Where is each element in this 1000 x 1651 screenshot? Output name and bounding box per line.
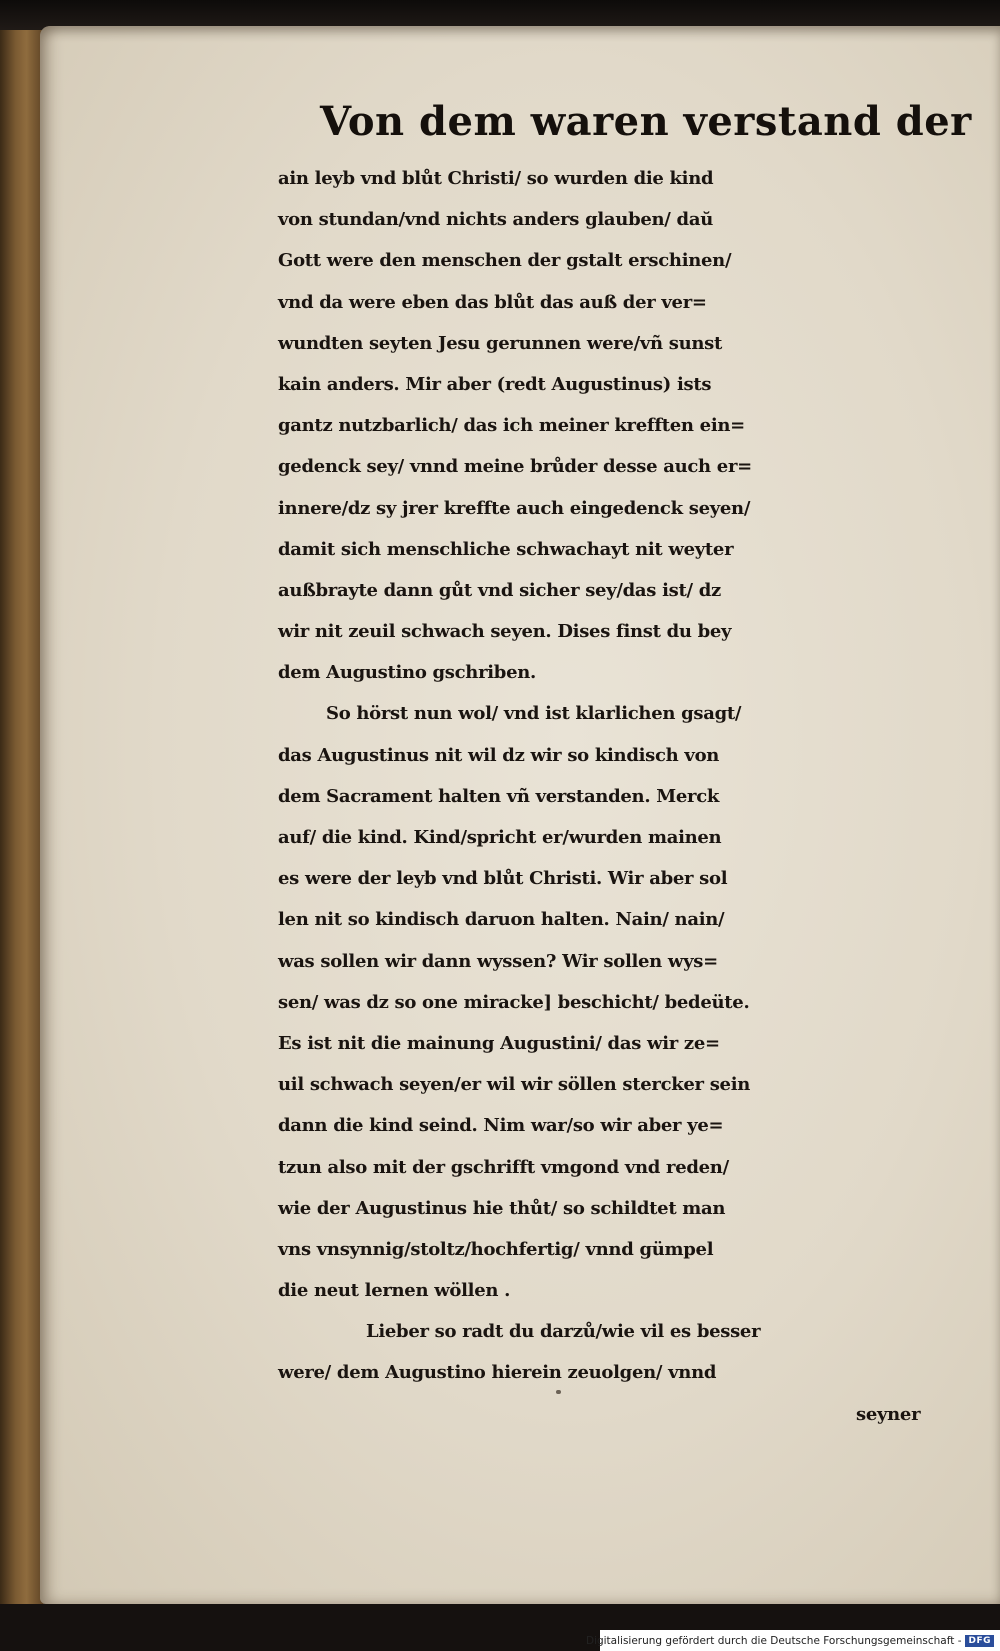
text-line-21: sen/ was dz so one miracke] beschicht/ bedeüte. — [278, 991, 750, 1013]
body-text — [278, 158, 978, 1435]
funding-credit-strip — [585, 1630, 1000, 1651]
text-line-11: außbrayte dann gůt vnd sicher sey/das ist/ dz — [278, 579, 721, 601]
text-line-8: gedenck sey/ vnnd meine brůder desse auch er= — [278, 456, 752, 478]
dfg-logo-icon: DFG — [965, 1635, 994, 1647]
text-line-28: die neut lernen wöllen . — [278, 1280, 511, 1302]
text-line-29: Lieber so radt du darzů/wie vil es besser — [366, 1321, 761, 1343]
text-line-24: dann die kind seind. Nim war/so wir aber ye= — [278, 1115, 724, 1137]
text-line-10: damit sich menschliche schwachayt nit weyter — [278, 538, 734, 560]
text-line-23: uil schwach seyen/er wil wir söllen stercker sein — [278, 1074, 751, 1096]
funding-credit-text: Digitalisierung gefördert durch die Deutsche Forschungsgemeinschaft - — [585, 1634, 962, 1647]
text-line-17: auf/ die kind. Kind/spricht er/wurden mainen — [278, 827, 722, 848]
text-line-3: Gott were den menschen der gstalt erschinen/ — [278, 250, 732, 272]
text-line-15: das Augustinus nit wil dz wir so kindisch von — [278, 744, 720, 766]
text-line-27: vns vnsynnig/stoltz/hochfertig/ vnnd gümpel — [278, 1238, 714, 1260]
book-spine-edge — [0, 30, 44, 1620]
text-line-13: dem Augustino gschriben. — [278, 662, 537, 684]
text-line-26: wie der Augustinus hie thůt/ so schildtet man — [278, 1197, 726, 1219]
text-line-7: gantz nutzbarlich/ das ich meiner krefften ein= — [278, 415, 745, 437]
text-line-12: wir nit zeuil schwach seyen. Dises finst du bey — [278, 621, 732, 643]
catchword: seyner — [856, 1403, 921, 1425]
text-line-1: ain leyb vnd blůt Christi/ so wurden die kind — [278, 168, 714, 189]
text-line-16: dem Sacrament halten vñ verstanden. Merck — [278, 785, 720, 807]
text-line-20: was sollen wir dann wyssen? Wir sollen wys= — [278, 950, 718, 972]
text-line-6: kain anders. Mir aber (redt Augustinus) ists — [278, 373, 712, 395]
text-line-4: vnd da were eben das blůt das auß der ver= — [278, 291, 707, 313]
text-line-14: So hörst nun wol/ vnd ist klarlichen gsagt/ — [326, 703, 742, 725]
text-line-2: von stundan/vnd nichts anders glauben/ daŭ — [278, 209, 713, 231]
text-line-22: Es ist nit die mainung Augustini/ das wir ze= — [278, 1032, 720, 1054]
text-line-5: wundten seyten Jesu gerunnen were/vñ sunst — [278, 332, 723, 354]
text-line-30: were/ dem Augustino hierein zeuolgen/ vnnd — [278, 1362, 717, 1384]
ink-speck — [556, 1390, 561, 1394]
running-head: Von dem waren verstand der — [320, 98, 972, 145]
text-line-25: tzun also mit der gschrifft vmgond vnd reden/ — [278, 1156, 729, 1178]
text-line-19: len nit so kindisch daruon halten. Nain/ nain/ — [278, 909, 725, 931]
text-line-18: es were der leyb vnd blůt Christi. Wir aber sol — [278, 868, 728, 890]
text-line-9: innere/dz sy jrer kreffte auch eingedenck seyen/ — [278, 497, 751, 519]
